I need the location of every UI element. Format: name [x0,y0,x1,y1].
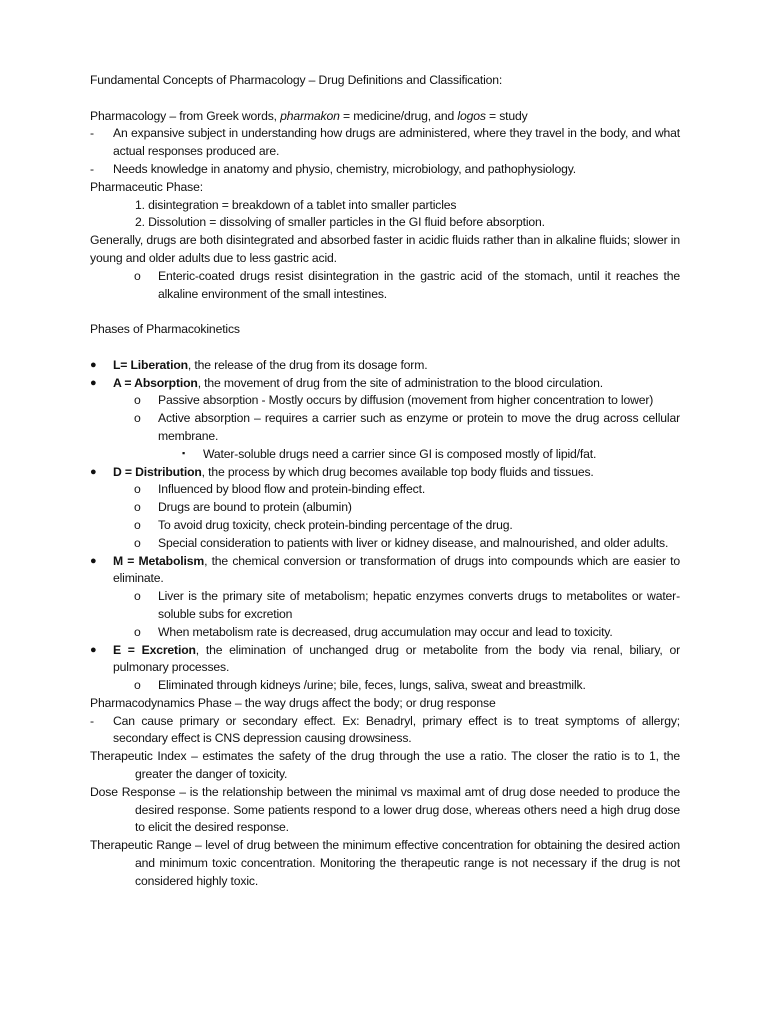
circle-marker: o [134,589,141,604]
list-item: - Can cause primary or secondary effect. Ex: Benadryl, primary effect is to treat symptoms of allergy; secondary effect is CNS depression causing drowsiness. [90,713,680,746]
list-item: 1. disintegration = breakdown of a tablet into smaller particles [135,197,457,212]
list-item: o To avoid drug toxicity, check protein-binding percentage of the drug. [90,517,680,535]
bullet-marker: ● [90,643,97,656]
bullet-marker: ● [90,358,97,371]
dash-marker: - [90,161,94,176]
spacer [90,303,680,321]
list-item: - An expansive subject in understanding how drugs are administered, where they travel in the body, and what actual responses produced are. [90,126,680,159]
circle-marker: o [134,268,141,283]
spacer [90,90,680,108]
paragraph: Generally, drugs are both disintegrated and absorbed faster in acidic fluids rather than in alkaline fluids; slower in young and older adults due to less gastric acid. [90,233,680,265]
pharmacokinetics-heading: Phases of Pharmacokinetics [90,322,240,337]
bullet-marker: ● [90,376,97,389]
dash-marker: - [90,713,94,728]
list-item: ● E = Excretion, the elimination of unchanged drug or metabolite from the body via renal, biliary, or pulmonary processes. [90,642,681,675]
list-item: ● D = Distribution, the process by which drug becomes available top body fluids and tissues. [90,464,680,482]
list-item: o Passive absorption - Mostly occurs by diffusion (movement from higher concentration to lower) [90,392,680,410]
bullet-marker: ● [90,465,97,478]
circle-marker: o [134,393,141,408]
dose-response-paragraph: Dose Response – is the relationship between the minimal vs maximal amt of drug dose needed to produce the desired response. Some patients respond to a lower drug dose, whereas others need a high drug dose to elicit the desired response. [90,784,680,835]
circle-marker: o [134,535,141,550]
spacer [90,339,680,357]
list-item: o Active absorption – requires a carrier such as enzyme or protein to move the drug across cellular membrane. [134,411,680,443]
circle-marker: o [134,678,141,693]
square-marker: ▪ [182,447,186,458]
list-item: o Influenced by blood flow and protein-binding effect. [90,481,680,499]
pharmaceutic-phase-heading: Pharmaceutic Phase: [90,179,203,194]
circle-marker: o [134,500,141,515]
therapeutic-range-paragraph: Therapeutic Range – level of drug between the minimum effective concentration for obtaining the desired action and minimum toxic concentration. Monitoring the therapeutic range is not necessary if the drug is not considered highly toxic. [90,838,680,888]
list-item: o Liver is the primary site of metabolism; hepatic enzymes converts drugs to metabolites or water-soluble subs for excretion [134,589,680,621]
dash-marker: - [90,126,94,141]
document-body [90,72,680,891]
pharmacology-definition: Pharmacology – from Greek words, pharmakon = medicine/drug, and logos = study [90,108,528,123]
list-item: o When metabolism rate is decreased, drug accumulation may occur and lead to toxicity. [90,624,680,642]
list-item: 2. Dissolution = dissolving of smaller particles in the GI fluid before absorption. [135,215,545,230]
list-item: o Eliminated through kidneys /urine; bile, feces, lungs, saliva, sweat and breastmilk. [90,677,680,695]
list-item: ● L= Liberation, the release of the drug from its dosage form. [90,357,680,375]
list-item: o Drugs are bound to protein (albumin) [90,499,680,517]
document-title: Fundamental Concepts of Pharmacology – Drug Definitions and Classification: [90,73,503,87]
list-item: ● A = Absorption, the movement of drug from the site of administration to the blood circulation. [90,375,680,393]
pharmacodynamics-heading: Pharmacodynamics Phase – the way drugs affect the body; or drug response [90,695,496,710]
list-item: o Enteric-coated drugs resist disintegration in the gastric acid of the stomach, until it reaches the alkaline environment of the small intestines. [134,268,680,301]
list-item: ● M = Metabolism, the chemical conversion or transformation of drugs into compounds which are easier to eliminate. [90,553,680,586]
circle-marker: o [134,624,141,639]
list-item: o Special consideration to patients with liver or kidney disease, and malnourished, and older adults. [90,535,680,553]
circle-marker: o [134,482,141,497]
therapeutic-index-paragraph: Therapeutic Index – estimates the safety of the drug through the use a ratio. The closer the ratio is to 1, the greater the danger of toxicity. [90,749,680,782]
list-item: - Needs knowledge in anatomy and physio, chemistry, microbiology, and pathophysiology. [90,161,680,179]
list-item: ▪ Water-soluble drugs need a carrier since GI is composed mostly of lipid/fat. [182,446,597,461]
circle-marker: o [134,411,141,426]
circle-marker: o [134,517,141,532]
bullet-marker: ● [90,554,97,567]
